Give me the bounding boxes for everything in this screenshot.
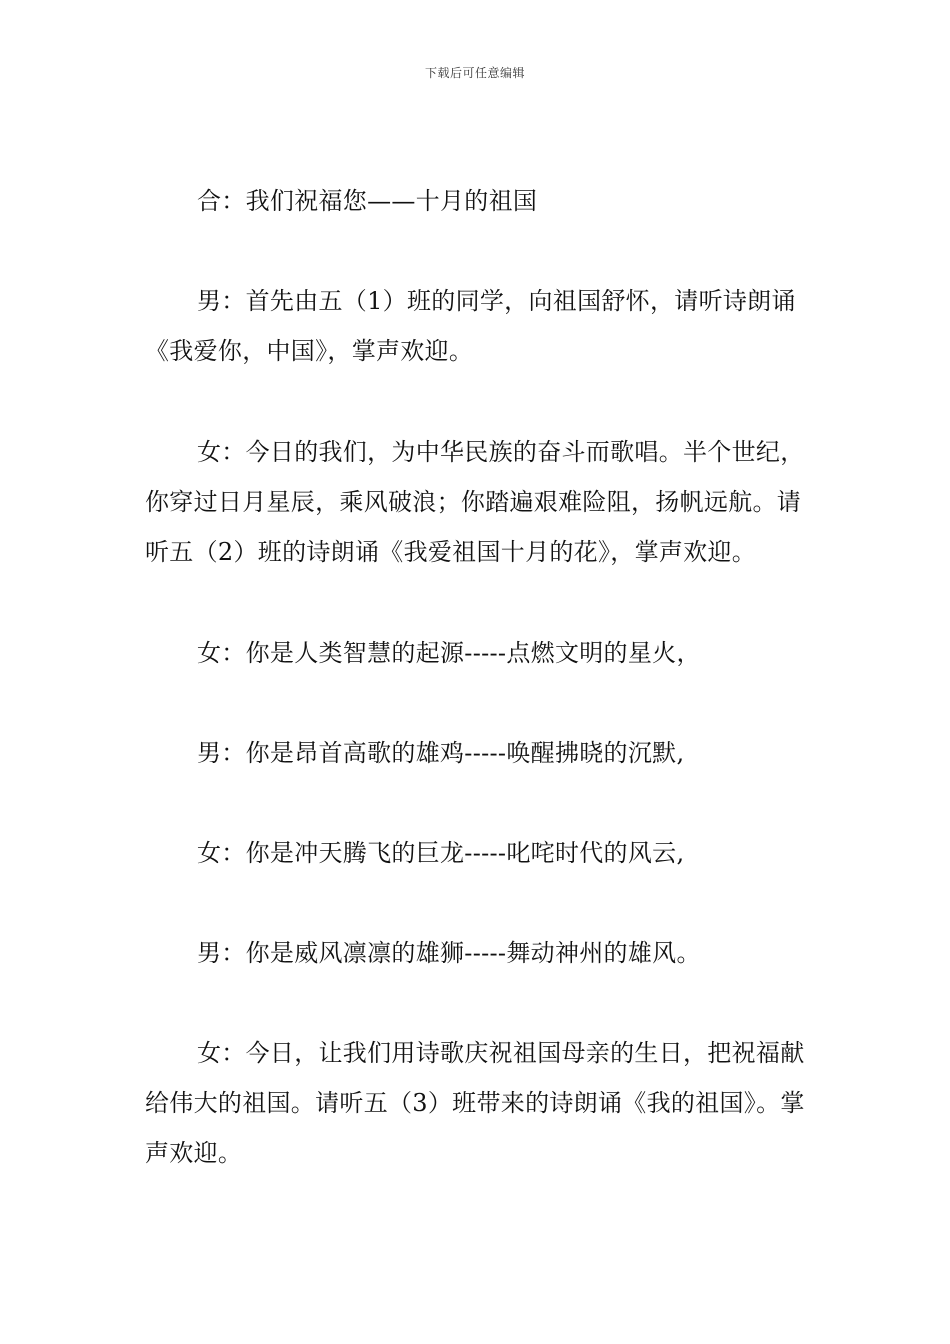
paragraph-male-rooster: 男：你是昂首高歌的雄鸡-----唤醒拂晓的沉默, <box>197 739 685 767</box>
paragraph-chorus-blessing: 合：我们祝福您——十月的祖国 <box>197 187 538 215</box>
paragraph-female-intro-class3: 女：今日，让我们用诗歌庆祝祖国母亲的生日，把祝福献给伟大的祖国。请听五（3）班带来的诗朗诵《我的祖国》。掌声欢迎。 <box>145 1039 805 1167</box>
page-header-note: 下载后可任意编辑 <box>424 66 525 80</box>
paragraph-female-intro-class2: 女：今日的我们，为中华民族的奋斗而歌唱。半个世纪，你穿过日月星辰，乘风破浪；你踏遍艰难险阻，扬帆远航。请听五（2）班的诗朗诵《我爱祖国十月的花》，掌声欢迎。 <box>145 438 805 566</box>
paragraph-male-lion: 男：你是威风凛凛的雄狮-----舞动神州的雄风。 <box>197 939 701 967</box>
paragraph-female-dragon: 女：你是冲天腾飞的巨龙-----叱咤时代的风云, <box>197 839 685 867</box>
paragraph-female-wisdom: 女：你是人类智慧的起源-----点燃文明的星火， <box>197 639 701 667</box>
document-body <box>145 176 807 1229</box>
paragraph-male-intro-class1: 男：首先由五（1）班的同学，向祖国舒怀，请听诗朗诵《我爱你，中国》，掌声欢迎。 <box>145 287 796 365</box>
